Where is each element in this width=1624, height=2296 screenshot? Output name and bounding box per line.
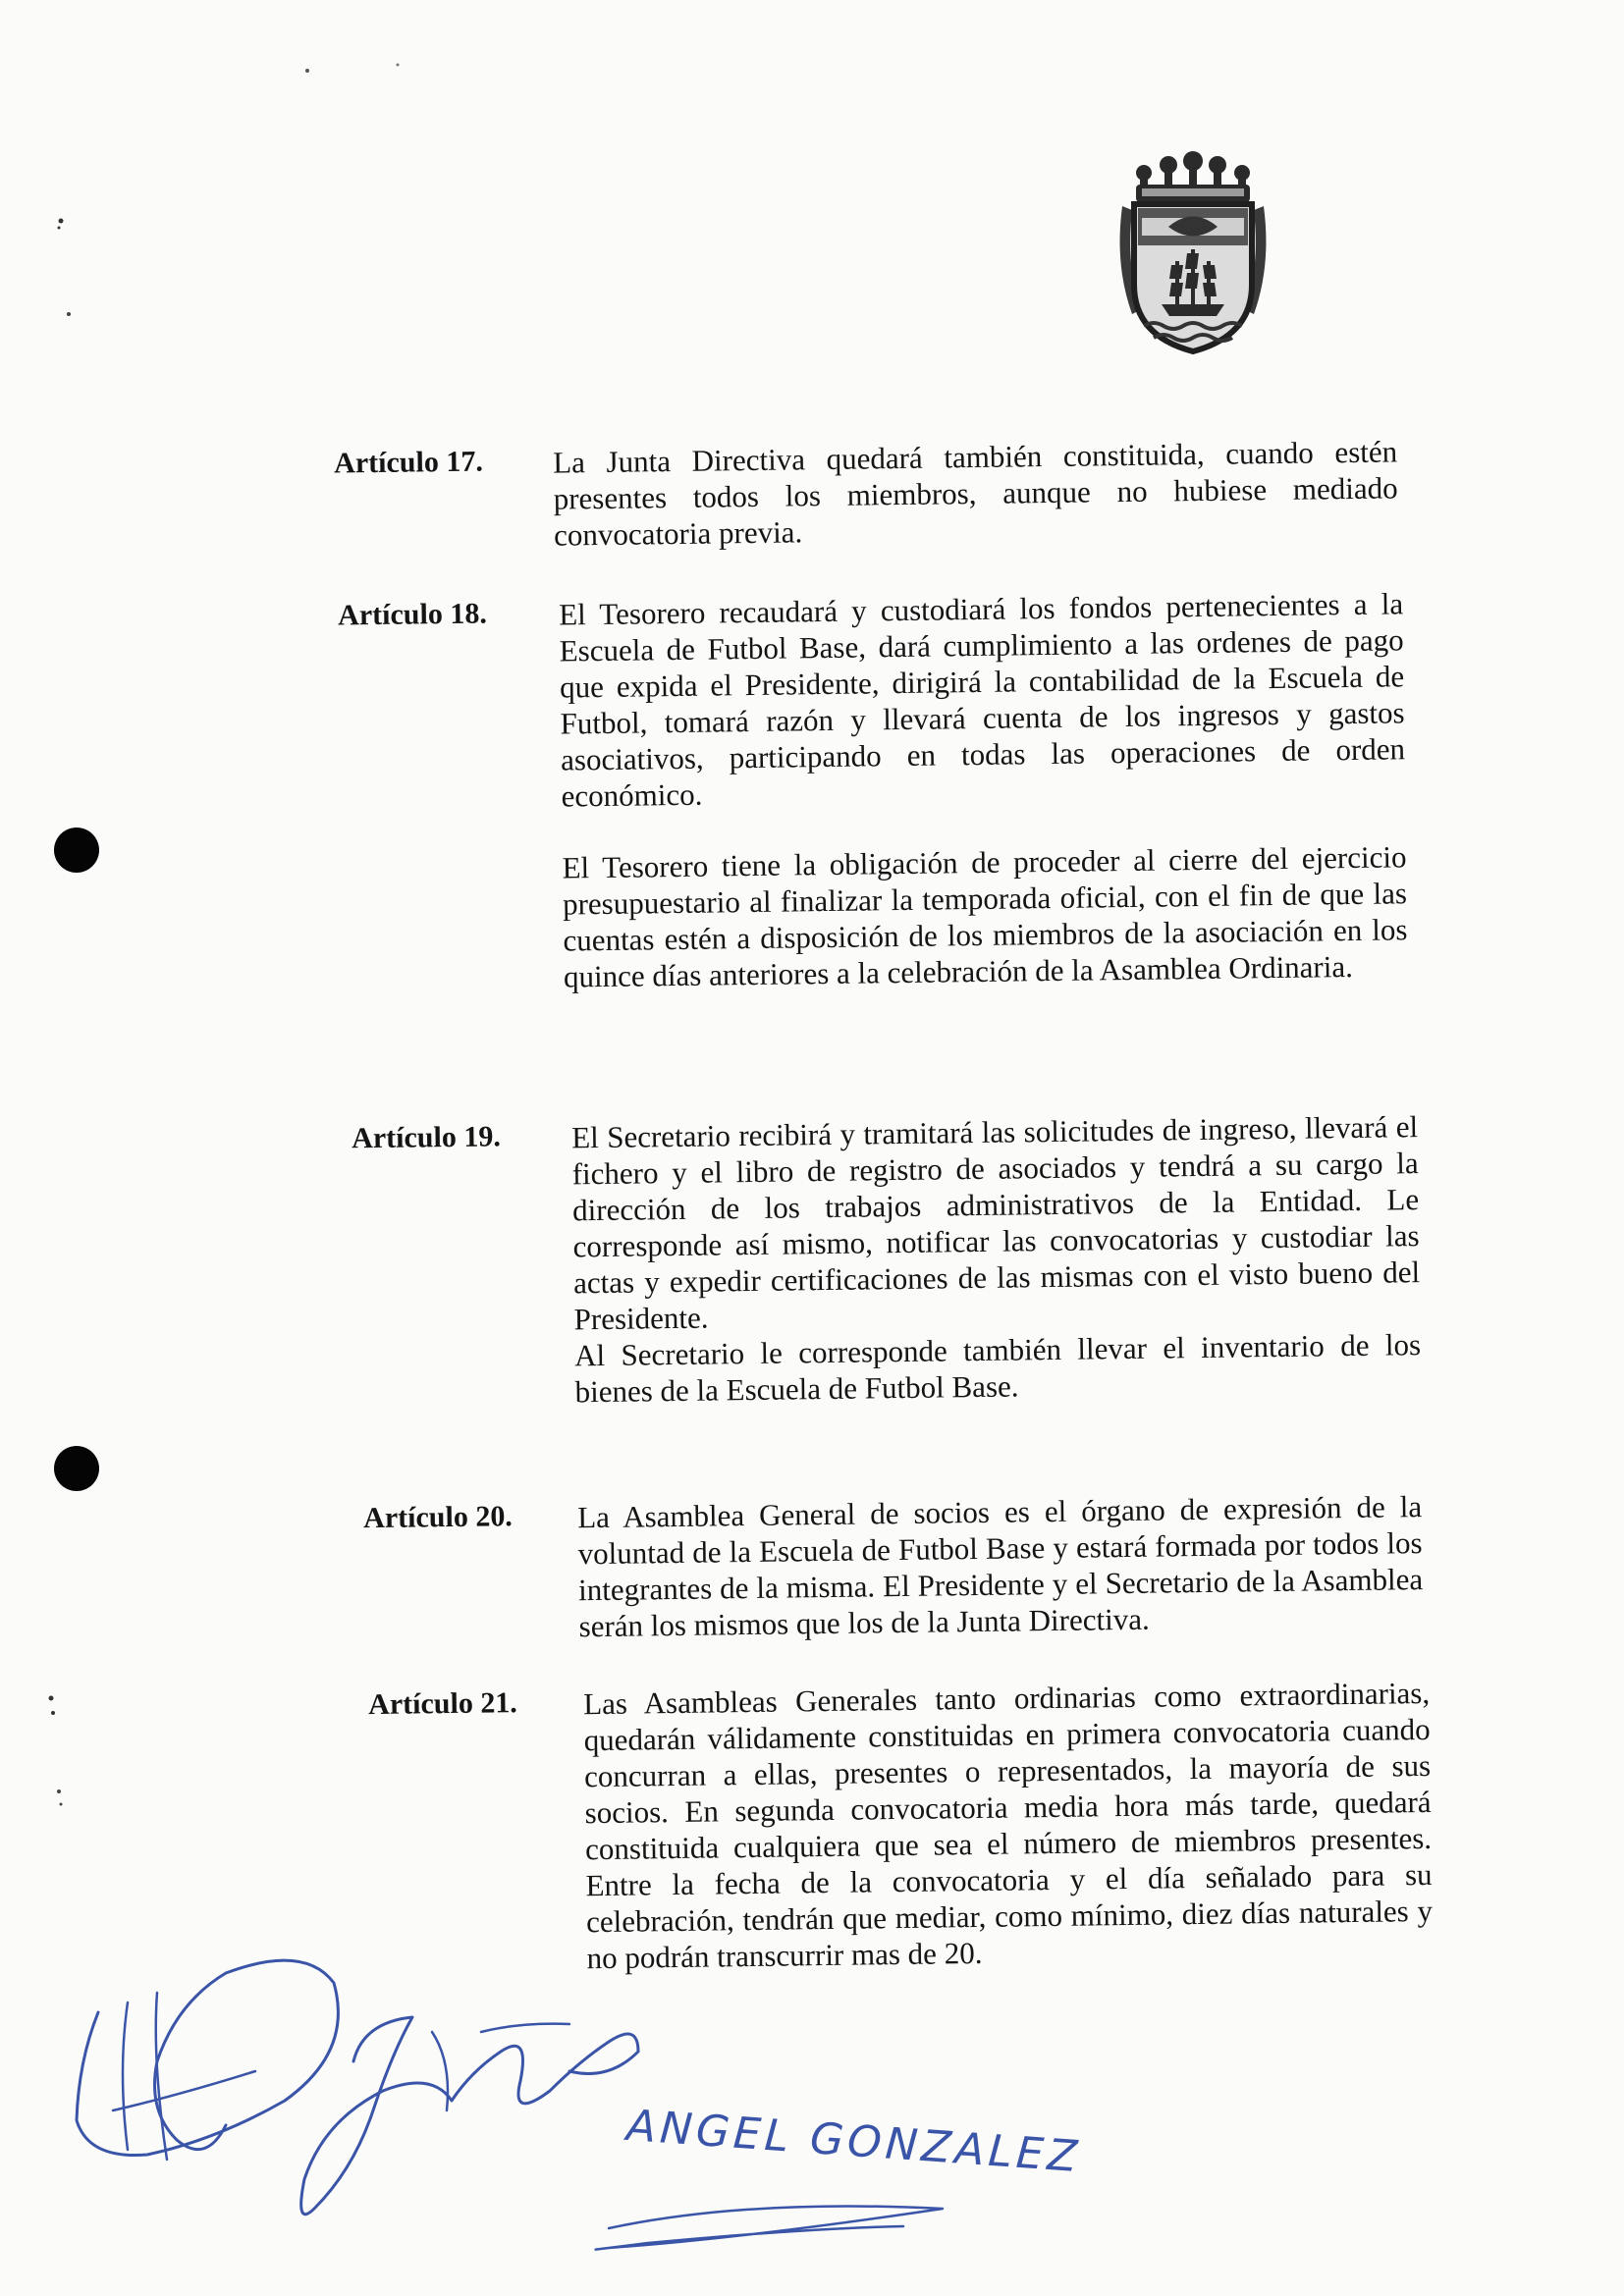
signatures [59,1914,1083,2268]
handwritten-name: ANGEL GONZALEZ [624,2101,1083,2183]
signature-2 [301,2017,638,2215]
article-label: Artículo 17. [333,445,484,480]
article-21 [0,1672,1624,1976]
signature-3-underline [596,2207,943,2250]
article-paragraph: Al Secretario le corresponde también llevar el inventario de los bienes de la Escuela de Futbol Base. [573,1327,1422,1410]
article-body [577,1488,1424,1644]
article-paragraph: La Junta Directiva quedará también constituida, cuando estén presentes todos los miembros, aunque no hubiese mediado convocatoria previa. [552,434,1398,553]
article-paragraph: El Tesorero recaudará y custodiará los fondos pertenecientes a la Escuela de Futbol Base, dará cumplimiento a las ordenes de pago que expida el Presidente, dirigirá la contabilidad de la Escuela de Futbol, tomará razón y llevará cuenta de los ingresos y gastos asociativos, participando en todas las operaciones de orden económico. [558,586,1406,814]
article-paragraph: La Asamblea General de socios es el órgano de expresión de la voluntad de la Escuela de Futbol Base y estará formada por todos los integrantes de la misma. El Presidente y el Secretario de la Asamblea serán los mismos que los de la Junta Directiva. [576,1489,1424,1644]
article-17 [0,430,1624,553]
article-20 [0,1485,1624,1644]
article-paragraph: Las Asambleas Generales tanto ordinarias como extraordinarias, quedarán válidamente constituidas en primera convocatoria cuando concurran a ellas, presentes o representados, la mayoría de sus socios. En segunda convocatoria media hora más tarde, quedará constituida cualquiera que sea el número de miembros presentes. Entre la fecha de la convocatoria y el día señalado para su celebración, tendrán que mediar, como mínimo, diez días naturales y no podrán transcurrir mas de 20. [582,1675,1434,1976]
article-label: Artículo 19. [351,1120,502,1155]
article-19 [0,1105,1624,1410]
article-label: Artículo 21. [367,1686,518,1722]
article-body [553,433,1398,553]
signature-1 [77,1960,338,2155]
article-paragraph: El Tesorero tiene la obligación de proceder al cierre del ejercicio presupuestario al finalizar la temporada oficial, con el fin de que las cuentas estén a disposición de los miembros de la asociación en los quince días anteriores a la celebración de la Asamblea Ordinaria. [562,839,1408,994]
coat-of-arms-emblem [1114,147,1272,358]
article-body [571,1108,1422,1410]
article-18 [0,582,1624,994]
article-paragraph: El Secretario recibirá y tramitará las solicitudes de ingreso, llevará el fichero y el libro de registro de asociados y tendrá a su cargo la dirección de los trabajos administrativos de la Entidad. Le corresponde así mismo, notificar las convocatorias y custodiar las actas y expedir certificaciones de las mismas con el visto bueno del Presidente. [570,1109,1421,1337]
article-label: Artículo 18. [337,597,488,632]
punch-hole-top [54,828,99,873]
article-label: Artículo 20. [362,1500,514,1535]
signature-scribbles [59,1914,1041,2268]
article-body [559,585,1408,994]
punch-hole-bottom [54,1446,99,1491]
